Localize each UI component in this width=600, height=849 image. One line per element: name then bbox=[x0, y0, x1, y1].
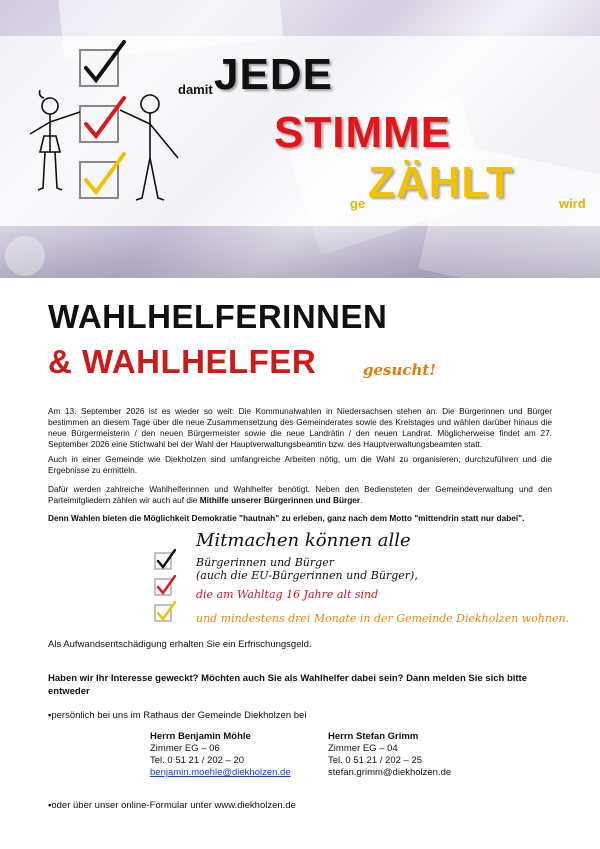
background-hand bbox=[5, 236, 45, 276]
stick-figures-checkbox-logo bbox=[18, 40, 193, 205]
headline-wahlhelfer: & WAHLHELFER bbox=[48, 343, 317, 380]
diekholzen-paragraph: Auch in einer Gemeinde wie Diekholzen sind umfangreiche Arbeiten nötig, um die Wahl zu organisieren, durchzuführen und die Ergebnisse zu ermitteln. bbox=[48, 454, 552, 475]
motto-paragraph: Denn Wahlen bieten die Möglichkeit Demokratie "hautnah" zu erleben, ganz nach dem Motto "mittendrin statt nur dabei". bbox=[48, 513, 525, 523]
slogan-stimme: STIMME bbox=[274, 108, 452, 157]
slogan-ge: ge bbox=[350, 196, 366, 211]
contact-phone: Tel. 0 51 21 / 202 – 25 bbox=[328, 755, 423, 766]
ballot-box-gold bbox=[80, 154, 124, 198]
check-red-icon bbox=[154, 575, 176, 597]
contact-card-grimm bbox=[328, 731, 451, 779]
contact-online-form: ▪oder über unser online-Formular unter www.diekholzen.de bbox=[48, 800, 296, 811]
ballot-box-black bbox=[80, 42, 124, 86]
contact-email: stefan.grimm@diekholzen.de bbox=[328, 767, 452, 778]
banner-shade bbox=[0, 226, 600, 278]
man-figure bbox=[120, 95, 178, 200]
check-gold-icon bbox=[154, 601, 176, 623]
requirement-citizens: Bürgerinnen und Bürger bbox=[196, 556, 334, 569]
slogan-damit: damit bbox=[178, 82, 213, 97]
contact-name: Herrn Stefan Grimm bbox=[328, 731, 419, 742]
headline-wahlhelferinnen: WAHLHELFERINNEN bbox=[48, 298, 388, 335]
contact-in-person: ▪persönlich bei uns im Rathaus der Gemeinde Diekholzen bei bbox=[48, 710, 307, 721]
headline-gesucht: gesucht! bbox=[363, 361, 436, 379]
slogan-zaehlt: ZÄHLT bbox=[368, 158, 514, 207]
requirement-residence: und mindestens drei Monate in der Gemeinde Diekholzen wohnen. bbox=[196, 612, 570, 625]
contact-email-link[interactable]: benjamin.moehle@diekholzen.de bbox=[150, 767, 291, 778]
woman-figure bbox=[30, 90, 80, 190]
slogan-wird: wird bbox=[559, 196, 586, 211]
helpers-emphasis: Mithilfe unserer Bürgerinnen und Bürger bbox=[199, 495, 361, 505]
helpers-end: . bbox=[360, 495, 363, 505]
contact-room: Zimmer EG – 06 bbox=[150, 743, 220, 754]
compensation-text: Als Aufwandsentschädigung erhalten Sie ein Erfrischungsgeld. bbox=[48, 639, 312, 650]
intro-paragraph: Am 13. September 2026 ist es wieder so weit: Die Kommunalwahlen in Niedersachsen stehen an. Die Bürgerinnen und Bürger bestimmen an diesem Tage über die neue Zusammensetzung des Gemeinderates sowie des Kreistages und wählen darüber hinaus die neue Bürgermeisterin / den neuen Bürgermeister sowie die neue Landrätin / den neuen Landrat. Möglicherweise findet am 27. September 2026 eine Stichwahl bei der Wahl der Hauptverwaltungsbeamtin bzw. des Hauptverwaltungsbeamten statt. bbox=[48, 406, 552, 449]
mitmachen-title: Mitmachen können alle bbox=[196, 530, 411, 551]
requirement-age: die am Wahltag 16 Jahre alt sind bbox=[196, 588, 379, 601]
interest-question: Haben wir Ihr Interesse geweckt? Möchten auch Sie als Wahlhelfer dabei sein? Dann melden Sie sich bitte entweder bbox=[48, 673, 527, 697]
header-banner bbox=[0, 0, 600, 278]
requirement-eu-citizens: (auch die EU-Bürgerinnen und Bürger), bbox=[196, 569, 418, 582]
helpers-text: Dafür werden zahlreiche Wahlhelferinnen und Wahlhelfer benötigt. Neben den Bediensteten der Gemeindeverwaltung und den Parteimitgliedern zählen wir auch auf die bbox=[48, 484, 552, 505]
slogan-jede: JEDE bbox=[214, 50, 333, 99]
contact-name: Herrn Benjamin Möhle bbox=[150, 731, 251, 742]
contact-room: Zimmer EG – 04 bbox=[328, 743, 398, 754]
ballot-box-red bbox=[80, 98, 124, 142]
contact-phone: Tel. 0 51 21 / 202 – 20 bbox=[150, 755, 245, 766]
contact-card-moehle bbox=[150, 731, 291, 779]
check-black-icon bbox=[154, 549, 176, 571]
helpers-paragraph bbox=[48, 484, 552, 506]
